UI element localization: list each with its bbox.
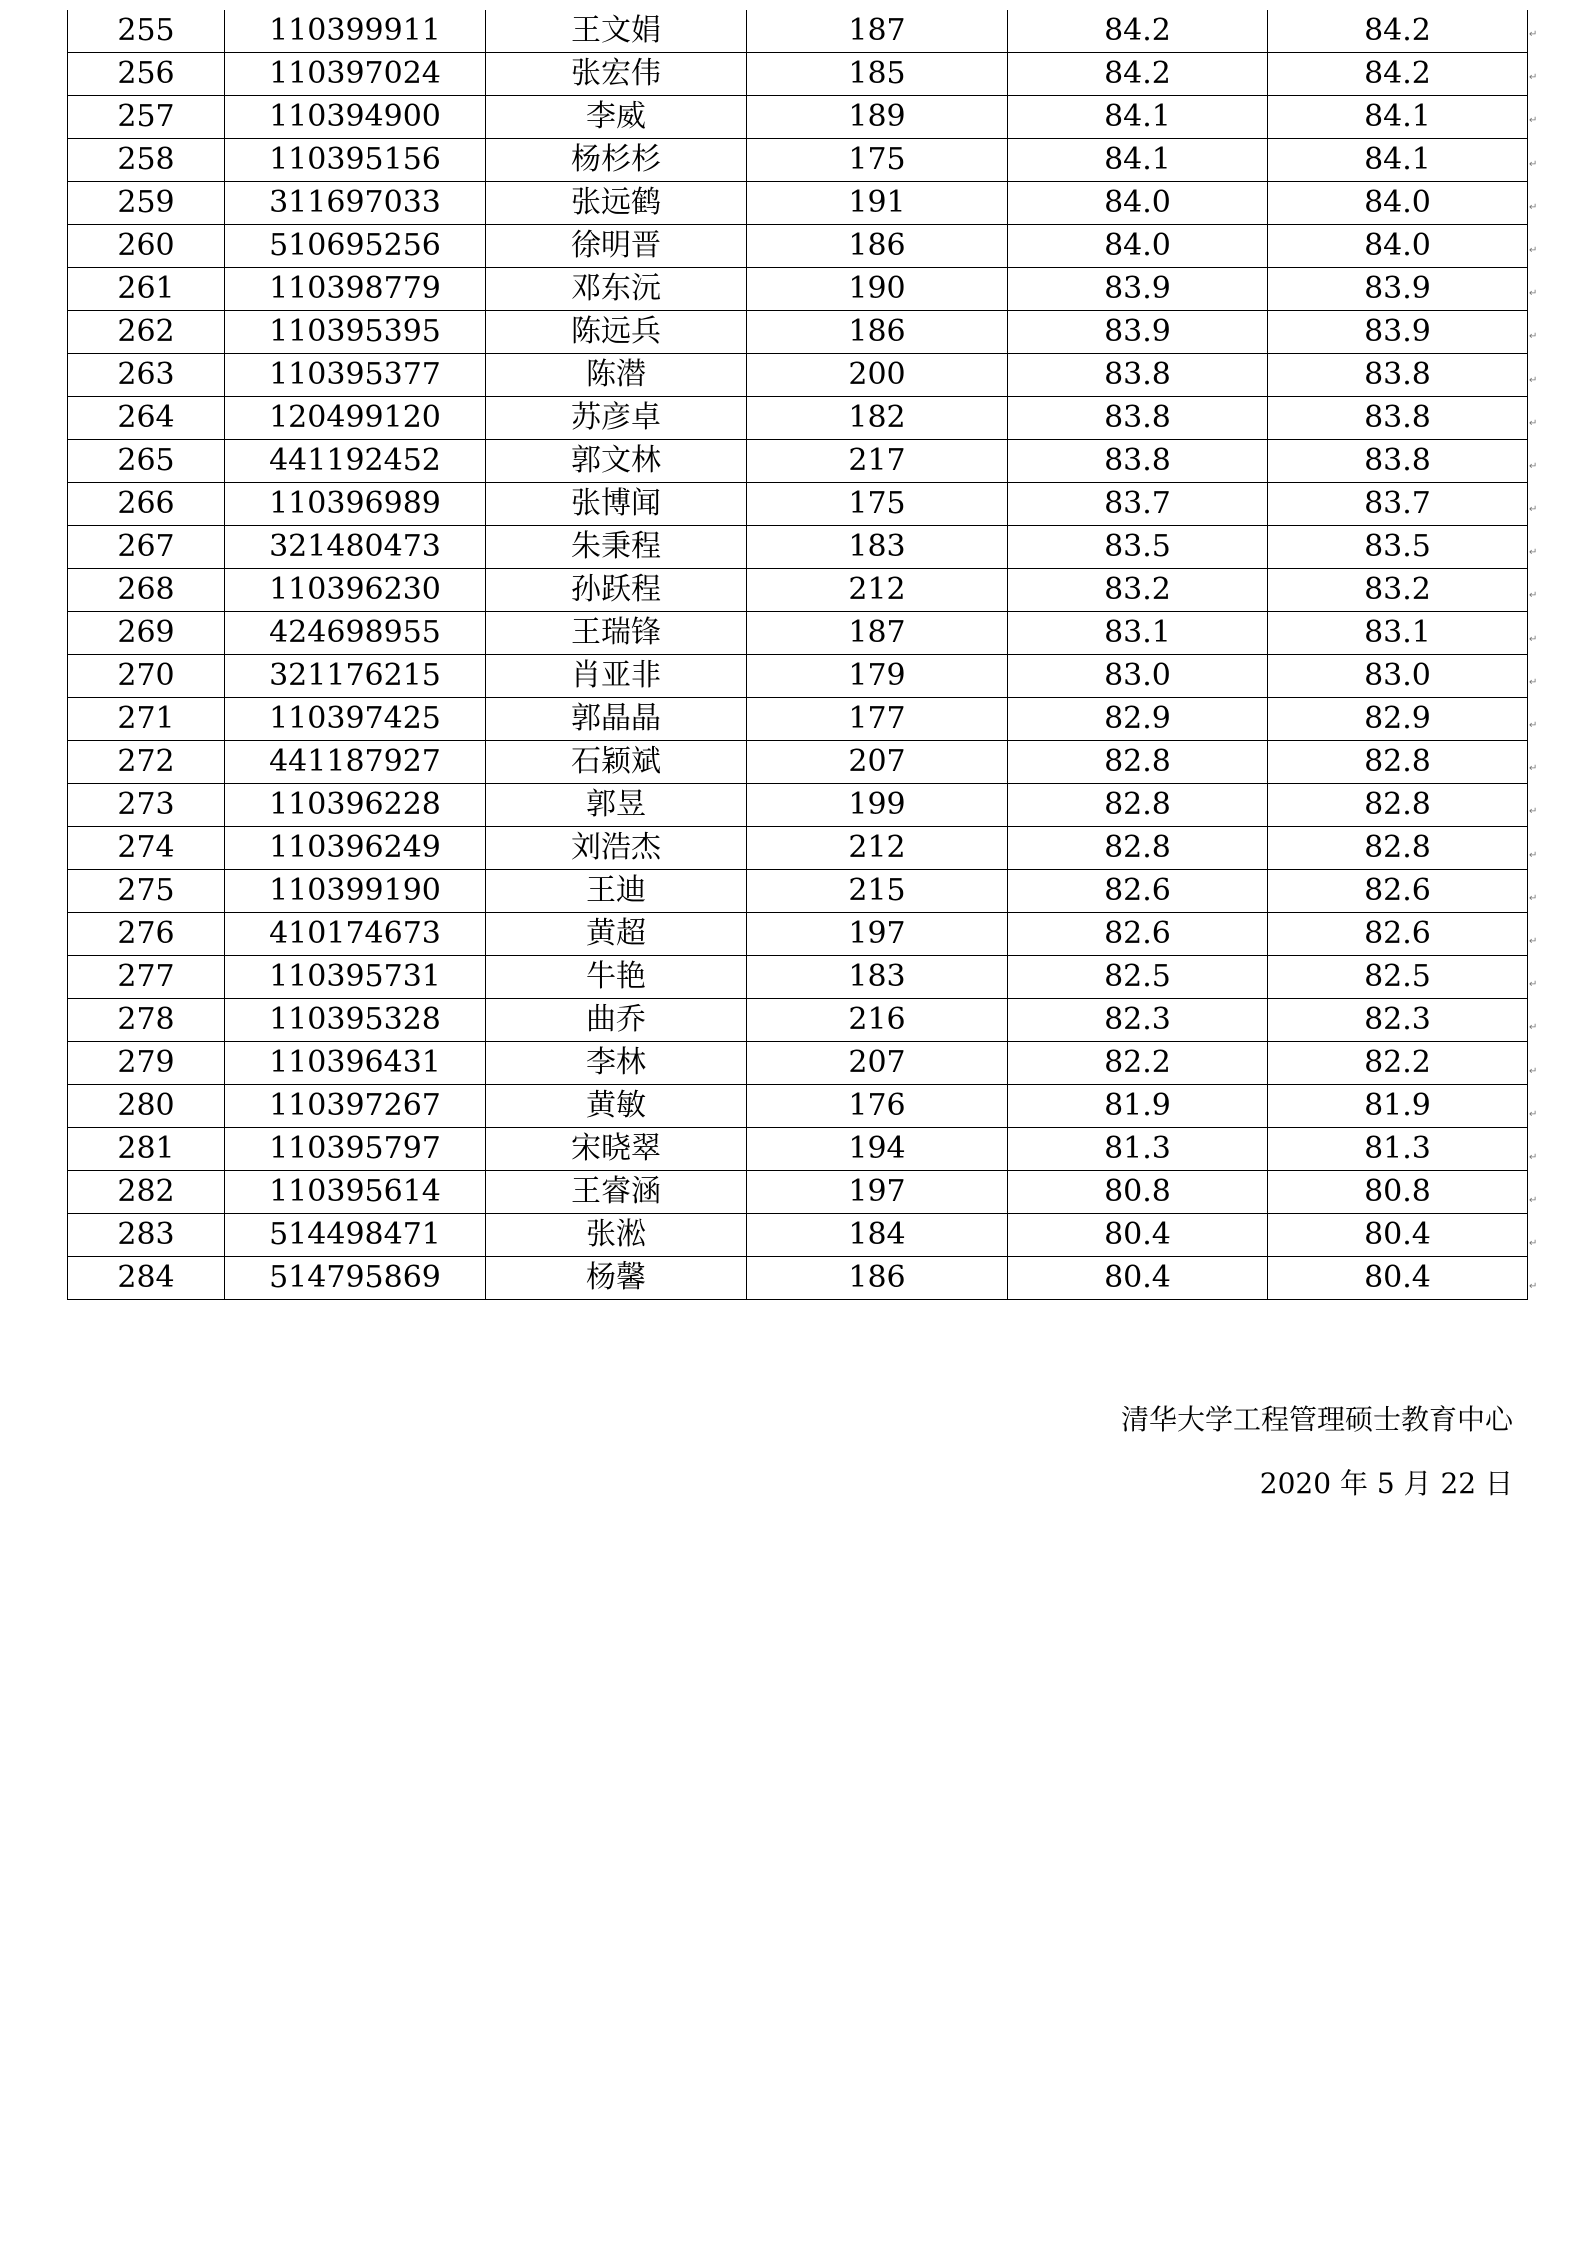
- interview-score-cell: 83.7: [1008, 483, 1268, 526]
- row-end-mark: ↵: [1529, 547, 1538, 559]
- row-end-mark: ↵: [1529, 720, 1538, 731]
- row-end-mark: ↵: [1529, 590, 1538, 602]
- seq-cell: 256: [68, 53, 225, 96]
- seq-cell: 267: [68, 526, 225, 569]
- candidate-id-cell: 110396989: [225, 483, 486, 526]
- name-cell: 曲乔: [486, 999, 747, 1042]
- seq-cell: 266: [68, 483, 225, 526]
- candidate-id-cell: 110395377: [225, 354, 486, 397]
- written-score-cell: 186: [747, 311, 1008, 354]
- name-cell: 杨馨: [486, 1257, 747, 1300]
- written-score-cell: 217: [747, 440, 1008, 483]
- interview-score-cell: 81.9: [1008, 1085, 1268, 1128]
- candidate-id-cell: 424698955: [225, 612, 486, 655]
- row-end-mark: ↵: [1529, 633, 1538, 645]
- total-score-cell: 82.5: [1268, 956, 1528, 999]
- candidate-id-cell: 110396431: [225, 1042, 486, 1085]
- written-score-cell: 187: [747, 10, 1008, 53]
- name-cell: 郭昱: [486, 784, 747, 827]
- written-score-cell: 179: [747, 655, 1008, 698]
- total-score-cell: 83.8: [1268, 440, 1528, 483]
- table-row: [68, 741, 1528, 784]
- table-row: [68, 1042, 1528, 1085]
- name-cell: 宋晓翠: [486, 1128, 747, 1171]
- candidate-id-cell: 110397267: [225, 1085, 486, 1128]
- name-cell: 陈潜: [486, 354, 747, 397]
- name-cell: 张远鹤: [486, 182, 747, 225]
- seq-cell: 280: [68, 1085, 225, 1128]
- table-row: [68, 870, 1528, 913]
- seq-cell: 283: [68, 1214, 225, 1257]
- interview-score-cell: 82.2: [1008, 1042, 1268, 1085]
- name-cell: 徐明晋: [486, 225, 747, 268]
- written-score-cell: 177: [747, 698, 1008, 741]
- total-score-cell: 82.6: [1268, 870, 1528, 913]
- seq-cell: 262: [68, 311, 225, 354]
- candidate-id-cell: 110398779: [225, 268, 486, 311]
- total-score-cell: 82.2: [1268, 1042, 1528, 1085]
- interview-score-cell: 84.1: [1008, 96, 1268, 139]
- candidate-id-cell: 321176215: [225, 655, 486, 698]
- row-end-mark: ↵: [1529, 979, 1538, 991]
- candidate-id-cell: 110395328: [225, 999, 486, 1042]
- total-score-cell: 84.2: [1268, 53, 1528, 96]
- table-row: [68, 913, 1528, 956]
- row-end-mark: ↵: [1529, 1022, 1538, 1034]
- name-cell: 李林: [486, 1042, 747, 1085]
- name-cell: 苏彦卓: [486, 397, 747, 440]
- table-row: [68, 397, 1528, 440]
- candidate-id-cell: 110395395: [225, 311, 486, 354]
- total-score-cell: 82.3: [1268, 999, 1528, 1042]
- written-score-cell: 216: [747, 999, 1008, 1042]
- written-score-cell: 215: [747, 870, 1008, 913]
- name-cell: 王迪: [486, 870, 747, 913]
- table-row: [68, 440, 1528, 483]
- candidate-id-cell: 110399190: [225, 870, 486, 913]
- row-end-mark: ↵: [1529, 1065, 1538, 1077]
- seq-cell: 278: [68, 999, 225, 1042]
- interview-score-cell: 83.2: [1008, 569, 1268, 612]
- total-score-cell: 81.9: [1268, 1085, 1528, 1128]
- written-score-cell: 212: [747, 827, 1008, 870]
- written-score-cell: 182: [747, 397, 1008, 440]
- row-end-mark: ↵: [1529, 1281, 1538, 1293]
- seq-cell: 284: [68, 1257, 225, 1300]
- interview-score-cell: 83.0: [1008, 655, 1268, 698]
- table-row: [68, 1171, 1528, 1214]
- seq-cell: 261: [68, 268, 225, 311]
- candidate-id-cell: 514498471: [225, 1214, 486, 1257]
- written-score-cell: 184: [747, 1214, 1008, 1257]
- footer-organization: 清华大学工程管理硕士教育中心: [1120, 1403, 1513, 1436]
- interview-score-cell: 82.5: [1008, 956, 1268, 999]
- interview-score-cell: 83.8: [1008, 354, 1268, 397]
- row-end-mark: ↵: [1529, 1108, 1538, 1120]
- written-score-cell: 191: [747, 182, 1008, 225]
- seq-cell: 272: [68, 741, 225, 784]
- row-end-mark: ↵: [1529, 331, 1538, 343]
- name-cell: 牛艳: [486, 956, 747, 999]
- seq-cell: 260: [68, 225, 225, 268]
- row-end-mark: ↵: [1529, 374, 1538, 386]
- seq-cell: 259: [68, 182, 225, 225]
- table-row: [68, 999, 1528, 1042]
- table-row: [68, 182, 1528, 225]
- table-row: [68, 225, 1528, 268]
- name-cell: 张淞: [486, 1214, 747, 1257]
- interview-score-cell: 83.9: [1008, 311, 1268, 354]
- seq-cell: 270: [68, 655, 225, 698]
- candidate-id-cell: 110396249: [225, 827, 486, 870]
- interview-score-cell: 80.4: [1008, 1257, 1268, 1300]
- name-cell: 张博闻: [486, 483, 747, 526]
- candidate-id-cell: 441192452: [225, 440, 486, 483]
- written-score-cell: 207: [747, 741, 1008, 784]
- written-score-cell: 190: [747, 268, 1008, 311]
- row-end-mark: ↵: [1529, 460, 1538, 472]
- table-row: [68, 139, 1528, 182]
- name-cell: 王睿涵: [486, 1171, 747, 1214]
- candidate-id-cell: 311697033: [225, 182, 486, 225]
- row-end-mark: ↵: [1529, 417, 1538, 429]
- interview-score-cell: 82.6: [1008, 913, 1268, 956]
- total-score-cell: 82.9: [1268, 698, 1528, 741]
- row-end-mark: ↵: [1529, 288, 1538, 300]
- admission-score-table: [67, 10, 1528, 1300]
- seq-cell: 276: [68, 913, 225, 956]
- total-score-cell: 82.8: [1268, 827, 1528, 870]
- interview-score-cell: 83.8: [1008, 440, 1268, 483]
- candidate-id-cell: 110397024: [225, 53, 486, 96]
- name-cell: 陈远兵: [486, 311, 747, 354]
- table-row: [68, 612, 1528, 655]
- interview-score-cell: 81.3: [1008, 1128, 1268, 1171]
- row-end-mark: ↵: [1529, 244, 1538, 256]
- total-score-cell: 84.0: [1268, 225, 1528, 268]
- table-row: [68, 569, 1528, 612]
- written-score-cell: 186: [747, 225, 1008, 268]
- written-score-cell: 175: [747, 483, 1008, 526]
- interview-score-cell: 84.0: [1008, 225, 1268, 268]
- total-score-cell: 83.7: [1268, 483, 1528, 526]
- table-row: [68, 483, 1528, 526]
- written-score-cell: 176: [747, 1085, 1008, 1128]
- total-score-cell: 83.5: [1268, 526, 1528, 569]
- footer-date: 2020 年 5 月 22 日: [1259, 1467, 1513, 1500]
- seq-cell: 282: [68, 1171, 225, 1214]
- interview-score-cell: 80.4: [1008, 1214, 1268, 1257]
- written-score-cell: 183: [747, 956, 1008, 999]
- written-score-cell: 200: [747, 354, 1008, 397]
- total-score-cell: 84.0: [1268, 182, 1528, 225]
- name-cell: 孙跃程: [486, 569, 747, 612]
- interview-score-cell: 83.9: [1008, 268, 1268, 311]
- seq-cell: 273: [68, 784, 225, 827]
- name-cell: 石颖斌: [486, 741, 747, 784]
- written-score-cell: 189: [747, 96, 1008, 139]
- seq-cell: 274: [68, 827, 225, 870]
- total-score-cell: 80.4: [1268, 1214, 1528, 1257]
- total-score-cell: 83.8: [1268, 354, 1528, 397]
- written-score-cell: 199: [747, 784, 1008, 827]
- seq-cell: 279: [68, 1042, 225, 1085]
- candidate-id-cell: 110395797: [225, 1128, 486, 1171]
- seq-cell: 265: [68, 440, 225, 483]
- interview-score-cell: 84.1: [1008, 139, 1268, 182]
- name-cell: 张宏伟: [486, 53, 747, 96]
- seq-cell: 263: [68, 354, 225, 397]
- name-cell: 李威: [486, 96, 747, 139]
- candidate-id-cell: 120499120: [225, 397, 486, 440]
- table-row: [68, 655, 1528, 698]
- seq-cell: 281: [68, 1128, 225, 1171]
- total-score-cell: 83.2: [1268, 569, 1528, 612]
- table-row: [68, 784, 1528, 827]
- interview-score-cell: 83.1: [1008, 612, 1268, 655]
- written-score-cell: 186: [747, 1257, 1008, 1300]
- seq-cell: 264: [68, 397, 225, 440]
- table-row: [68, 311, 1528, 354]
- total-score-cell: 84.1: [1268, 139, 1528, 182]
- seq-cell: 258: [68, 139, 225, 182]
- candidate-id-cell: 110399911: [225, 10, 486, 53]
- name-cell: 郭晶晶: [486, 698, 747, 741]
- name-cell: 邓东沅: [486, 268, 747, 311]
- row-end-mark: ↵: [1529, 29, 1538, 40]
- written-score-cell: 187: [747, 612, 1008, 655]
- seq-cell: 255: [68, 10, 225, 53]
- seq-cell: 257: [68, 96, 225, 139]
- total-score-cell: 83.8: [1268, 397, 1528, 440]
- row-end-mark: ↵: [1529, 849, 1538, 861]
- candidate-id-cell: 514795869: [225, 1257, 486, 1300]
- interview-score-cell: 83.8: [1008, 397, 1268, 440]
- table-row: [68, 956, 1528, 999]
- seq-cell: 271: [68, 698, 225, 741]
- row-end-mark: ↵: [1529, 115, 1538, 127]
- written-score-cell: 197: [747, 1171, 1008, 1214]
- total-score-cell: 82.8: [1268, 784, 1528, 827]
- candidate-id-cell: 510695256: [225, 225, 486, 268]
- candidate-id-cell: 441187927: [225, 741, 486, 784]
- row-end-mark: ↵: [1529, 676, 1538, 688]
- name-cell: 黄超: [486, 913, 747, 956]
- row-end-mark: ↵: [1529, 763, 1538, 775]
- table-row: [68, 1085, 1528, 1128]
- table-row: [68, 1128, 1528, 1171]
- seq-cell: 277: [68, 956, 225, 999]
- interview-score-cell: 82.8: [1008, 741, 1268, 784]
- name-cell: 黄敏: [486, 1085, 747, 1128]
- table-row: [68, 698, 1528, 741]
- name-cell: 肖亚非: [486, 655, 747, 698]
- row-end-mark: ↵: [1529, 504, 1538, 516]
- table-row: [68, 53, 1528, 96]
- candidate-id-cell: 110395731: [225, 956, 486, 999]
- row-end-mark: ↵: [1529, 1195, 1538, 1207]
- interview-score-cell: 84.0: [1008, 182, 1268, 225]
- table-row: [68, 526, 1528, 569]
- name-cell: 杨杉杉: [486, 139, 747, 182]
- row-end-mark: ↵: [1529, 806, 1538, 818]
- table-row: [68, 1257, 1528, 1300]
- name-cell: 朱秉程: [486, 526, 747, 569]
- interview-score-cell: 80.8: [1008, 1171, 1268, 1214]
- seq-cell: 275: [68, 870, 225, 913]
- total-score-cell: 82.6: [1268, 913, 1528, 956]
- table-row: [68, 1214, 1528, 1257]
- table-row: [68, 354, 1528, 397]
- candidate-id-cell: 110394900: [225, 96, 486, 139]
- interview-score-cell: 84.2: [1008, 10, 1268, 53]
- table-row: [68, 827, 1528, 870]
- row-end-mark: ↵: [1529, 158, 1538, 170]
- total-score-cell: 80.4: [1268, 1257, 1528, 1300]
- name-cell: 刘浩杰: [486, 827, 747, 870]
- table-row: [68, 10, 1528, 53]
- written-score-cell: 183: [747, 526, 1008, 569]
- written-score-cell: 207: [747, 1042, 1008, 1085]
- candidate-id-cell: 321480473: [225, 526, 486, 569]
- total-score-cell: 81.3: [1268, 1128, 1528, 1171]
- row-end-mark: ↵: [1529, 72, 1538, 84]
- row-end-marks: [1529, 10, 1543, 1306]
- seq-cell: 268: [68, 569, 225, 612]
- candidate-id-cell: 410174673: [225, 913, 486, 956]
- written-score-cell: 197: [747, 913, 1008, 956]
- interview-score-cell: 82.9: [1008, 698, 1268, 741]
- row-end-mark: ↵: [1529, 935, 1538, 947]
- row-end-mark: ↵: [1529, 201, 1538, 213]
- total-score-cell: 82.8: [1268, 741, 1528, 784]
- table-row: [68, 268, 1528, 311]
- total-score-cell: 80.8: [1268, 1171, 1528, 1214]
- candidate-id-cell: 110395156: [225, 139, 486, 182]
- interview-score-cell: 84.2: [1008, 53, 1268, 96]
- name-cell: 郭文林: [486, 440, 747, 483]
- written-score-cell: 185: [747, 53, 1008, 96]
- interview-score-cell: 82.8: [1008, 827, 1268, 870]
- total-score-cell: 83.9: [1268, 268, 1528, 311]
- candidate-id-cell: 110395614: [225, 1171, 486, 1214]
- total-score-cell: 84.1: [1268, 96, 1528, 139]
- written-score-cell: 175: [747, 139, 1008, 182]
- candidate-id-cell: 110396228: [225, 784, 486, 827]
- name-cell: 王瑞锋: [486, 612, 747, 655]
- name-cell: 王文娟: [486, 10, 747, 53]
- total-score-cell: 83.0: [1268, 655, 1528, 698]
- seq-cell: 269: [68, 612, 225, 655]
- interview-score-cell: 83.5: [1008, 526, 1268, 569]
- candidate-id-cell: 110397425: [225, 698, 486, 741]
- row-end-mark: ↵: [1529, 1151, 1538, 1163]
- table-row: [68, 96, 1528, 139]
- total-score-cell: 84.2: [1268, 10, 1528, 53]
- total-score-cell: 83.1: [1268, 612, 1528, 655]
- row-end-mark: ↵: [1529, 1238, 1538, 1250]
- written-score-cell: 194: [747, 1128, 1008, 1171]
- interview-score-cell: 82.6: [1008, 870, 1268, 913]
- written-score-cell: 212: [747, 569, 1008, 612]
- interview-score-cell: 82.8: [1008, 784, 1268, 827]
- row-end-mark: ↵: [1529, 892, 1538, 904]
- interview-score-cell: 82.3: [1008, 999, 1268, 1042]
- candidate-id-cell: 110396230: [225, 569, 486, 612]
- total-score-cell: 83.9: [1268, 311, 1528, 354]
- table-body: [68, 10, 1528, 1300]
